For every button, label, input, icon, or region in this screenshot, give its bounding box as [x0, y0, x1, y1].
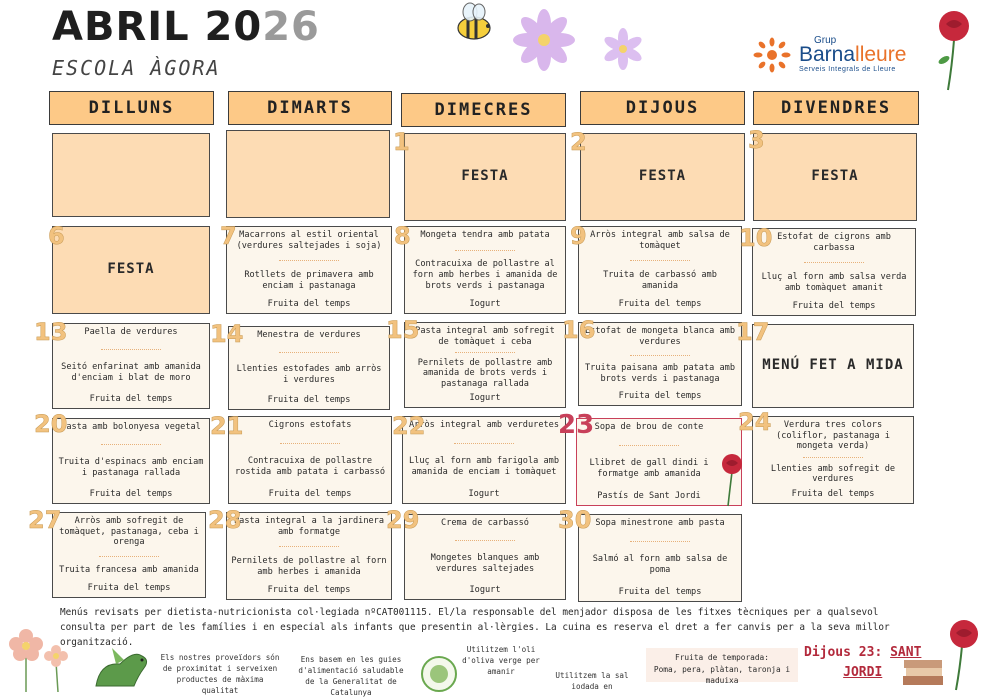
dessert: Fruita del temps	[89, 489, 173, 500]
menu-cell	[228, 416, 392, 504]
guidelines-note: Ens basem en les guies d'alimentació saludable de la Generalitat de Catalunya	[298, 655, 404, 697]
second-course: Contracuixa de pollastre al forn amb herbes i amanida de brots verds i pastanaga	[412, 259, 558, 291]
day-number: 24	[738, 408, 772, 436]
menu-cell	[52, 323, 210, 409]
second-course: Rotllets de primavera amb enciam i pastanaga	[244, 270, 374, 291]
dragon-icon	[90, 642, 156, 692]
first-course: Pasta integral amb sofregit de tomàquet i ceba	[415, 326, 555, 347]
day-number: 13	[34, 318, 68, 346]
logo-brand: Barnalleure	[799, 43, 907, 66]
dessert: Fruita del temps	[618, 391, 702, 402]
first-course: Estofat de mongeta blanca amb verdures	[584, 326, 736, 347]
menu-cell	[578, 514, 742, 602]
company-logo	[752, 33, 942, 77]
menu-cell	[226, 512, 392, 600]
first-course: Verdura tres colors (coliflor, pastanaga i mongeta verda)	[776, 420, 890, 452]
first-course: Arròs amb sofregit de tomàquet, pastanaga, ceba i orenga	[59, 516, 199, 548]
dessert: Iogurt	[469, 299, 501, 310]
flowers-icon	[4, 622, 84, 692]
menu-cell	[578, 322, 742, 406]
day-number: 9	[570, 222, 587, 250]
iodized-salt-note: Utilitzem la sal iodada en	[555, 671, 629, 691]
menu-cell	[52, 512, 206, 598]
nutrition-notice: Menús revisats per dietista-nutricionista col·legiada nºCAT001115. El/la responsable del menjador disposa de les fitxes tècniques per a qualsevol consulta per part de les famílies i en especial als infants que presentin al·lèrgies. La cuina es reserva el dret a fer canvis per a la seva millor organització.	[60, 607, 890, 649]
suppliers-note: Els nostres proveïdors són de proximitat i serveixen productes de màxima qualitat	[160, 653, 280, 695]
day-header: DIVENDRES	[753, 91, 919, 125]
olive-oil-note: Utilitzem l'oli d'oliva verge per amanir	[462, 645, 540, 676]
menu-cell	[52, 418, 210, 504]
flower-icon	[600, 26, 646, 72]
second-course: Llenties estofades amb arròs i verdures	[236, 363, 382, 385]
day-number-highlight: 23	[558, 410, 595, 440]
day-number: 17	[736, 318, 770, 346]
second-course: Salmó al forn amb salsa de poma	[592, 554, 728, 576]
day-header: DILLUNS	[49, 91, 214, 125]
day-number: 16	[562, 316, 596, 344]
dessert: Iogurt	[468, 489, 500, 500]
menu-cell-holiday	[52, 226, 210, 314]
seasonal-fruit-box	[646, 648, 798, 686]
second-course: Llenties amb sofregit de verdures	[770, 463, 896, 485]
second-course: Lluç al forn amb farigola amb amanida de enciam i tomàquet	[408, 456, 560, 478]
books-and-rose-icon	[900, 618, 986, 692]
holiday-label: FESTA	[811, 168, 859, 185]
day-number: 7	[220, 222, 237, 250]
seasonal-fruit-title: Fruita de temporada:	[675, 653, 769, 662]
logo-grup-text: Grup	[814, 35, 837, 46]
first-course: Cigrons estofats	[268, 420, 352, 430]
day-number: 15	[386, 316, 420, 344]
dessert: Fruita del temps	[267, 299, 351, 310]
day-number: 1	[393, 128, 410, 156]
menu-cell-custom	[752, 324, 914, 408]
dessert: Fruita del temps	[268, 489, 352, 500]
menu-cell-empty	[52, 133, 210, 217]
dessert: Fruita del temps	[791, 489, 875, 500]
logo-tagline: Serveis Integrals de Lleure	[799, 66, 896, 73]
menu-cell	[404, 226, 566, 314]
first-course: Paella de verdures	[84, 327, 178, 337]
second-course: Truita de carbassó amb amanida	[603, 270, 717, 291]
logo-sun-icon	[752, 37, 792, 73]
bee-icon	[448, 2, 498, 46]
dessert: Fruita del temps	[87, 583, 171, 594]
first-course: Pasta amb bolonyesa vegetal	[61, 422, 201, 432]
day-number: 22	[392, 412, 426, 440]
day-header: DIJOUS	[580, 91, 745, 125]
gencat-seal-icon	[418, 654, 460, 692]
first-course: Mongeta tendra amb patata	[420, 230, 550, 240]
first-course: Macarrons al estil oriental (verdures saltejades i soja)	[236, 230, 382, 251]
first-course: Arròs integral amb verduretes	[408, 420, 560, 430]
first-course: Sopa de brou de conte	[594, 422, 704, 432]
first-course: Pasta integral a la jardinera amb formatge	[233, 516, 385, 537]
second-course: Truita francesa amb amanida	[59, 565, 199, 576]
day-number: 28	[208, 506, 242, 534]
holiday-label: FESTA	[461, 168, 509, 185]
dessert: Fruita del temps	[618, 587, 702, 598]
dessert: Pastís de Sant Jordi	[597, 491, 701, 502]
day-number: 8	[394, 222, 411, 250]
menu-cell	[228, 326, 390, 410]
second-course: Mongetes blanques amb verdures saltejades	[430, 553, 540, 574]
day-header: DIMARTS	[228, 91, 392, 125]
day-number: 3	[748, 126, 765, 154]
menu-cell-holiday	[753, 133, 917, 221]
day-header: DIMECRES	[401, 93, 566, 127]
menu-cell	[226, 226, 392, 314]
day-number: 14	[210, 320, 244, 348]
menu-cell	[404, 322, 566, 408]
second-course: Llibret de gall dindi i formatge amb amanida	[589, 458, 709, 480]
second-course: Lluç al forn amb salsa verda amb tomàquet amanit	[761, 272, 907, 293]
menu-cell	[752, 228, 916, 316]
day-number: 21	[210, 412, 244, 440]
first-course: Arròs integral amb salsa de tomàquet	[590, 230, 730, 251]
rose-icon	[716, 452, 746, 508]
day-number: 29	[386, 506, 420, 534]
first-course: Estofat de cigrons amb carbassa	[777, 232, 891, 253]
school-name: ESCOLA ÀGORA	[52, 56, 221, 80]
sant-jordi-note: Dijous 23: SANT JORDI	[804, 645, 922, 680]
custom-menu-label: MENÚ FET A MIDA	[762, 357, 904, 374]
menu-cell-empty	[226, 130, 390, 218]
day-number: 2	[570, 128, 587, 156]
second-course: Pernilets de pollastre al forn amb herbes i amanida	[231, 556, 387, 577]
first-course: Sopa minestrone amb pasta	[595, 518, 725, 528]
day-number: 10	[739, 224, 773, 252]
menu-cell	[402, 416, 566, 504]
page-title: ABRIL 2026	[52, 4, 320, 50]
second-course: Seitó enfarinat amb amanida d'enciam i blat de moro	[61, 362, 201, 383]
dessert: Iogurt	[469, 585, 501, 596]
dessert: Fruita del temps	[618, 299, 702, 310]
second-course: Pernilets de pollastre amb amanida de brots verds i pastanaga rallada	[417, 357, 553, 389]
menu-cell-holiday	[580, 133, 745, 221]
dessert: Fruita del temps	[89, 394, 173, 405]
second-course: Contracuixa de pollastre rostida amb patata i carbassó	[234, 456, 386, 478]
holiday-label: FESTA	[107, 261, 155, 278]
second-course: Truita d'espinacs amb enciam i pastanaga rallada	[58, 457, 204, 478]
day-number: 27	[28, 506, 62, 534]
second-course: Truita paisana amb patata amb brots verds i pastanaga	[584, 363, 736, 385]
dessert: Iogurt	[469, 393, 501, 404]
seasonal-fruit-list: Poma, pera, plàtan, taronja i maduixa	[653, 664, 791, 686]
dessert: Fruita del temps	[267, 395, 351, 406]
menu-cell	[752, 416, 914, 504]
day-number: 6	[48, 222, 65, 250]
day-number: 20	[34, 410, 68, 438]
flower-icon	[508, 4, 580, 76]
day-number: 30	[558, 506, 592, 534]
holiday-label: FESTA	[638, 168, 687, 185]
menu-cell	[404, 514, 566, 600]
dessert: Fruita del temps	[267, 585, 351, 596]
first-course: Crema de carbassó	[441, 518, 529, 528]
menu-cell	[578, 226, 742, 314]
menu-cell-holiday	[404, 133, 566, 221]
dessert: Fruita del temps	[792, 301, 876, 312]
first-course: Menestra de verdures	[257, 330, 361, 340]
